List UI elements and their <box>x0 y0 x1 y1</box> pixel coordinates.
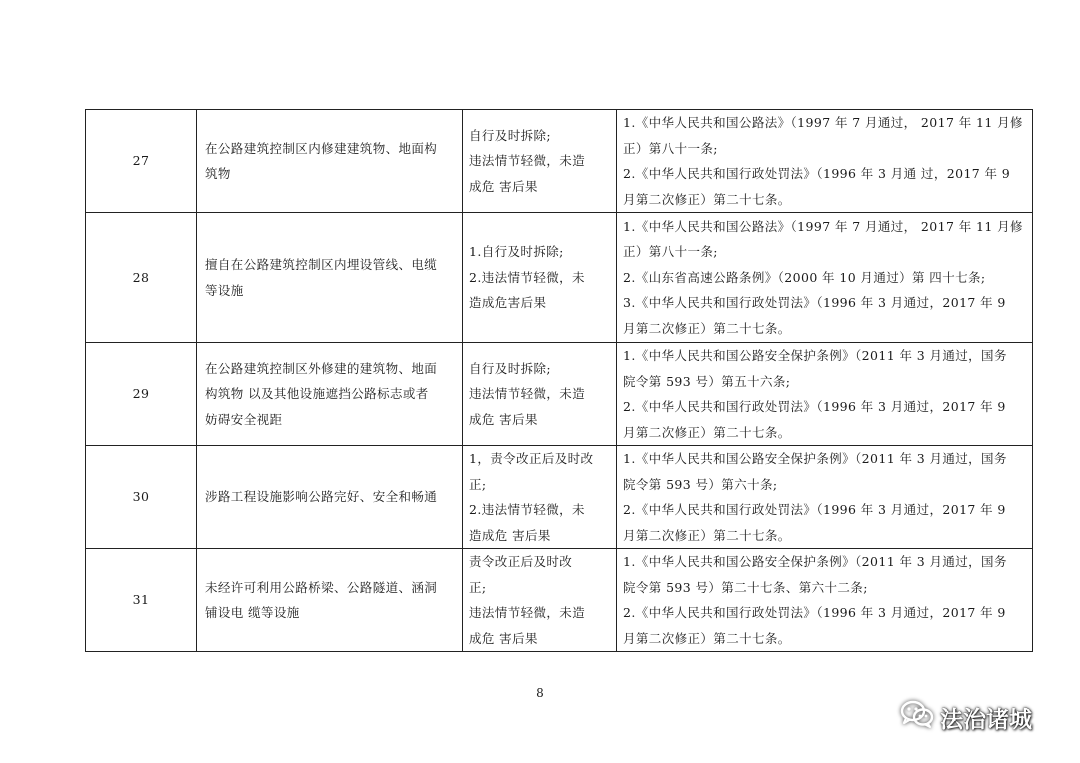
row-number: 31 <box>86 549 197 652</box>
condition-cell: 自行及时拆除; 违法情节轻微，未造 成危 害后果 <box>463 110 617 213</box>
violation-cell: 在公路建筑控制区外修建的建筑物、地面 构筑物 以及其他设施遮挡公路标志或者 妨碍安全视距 <box>197 343 463 446</box>
violation-cell: 擅自在公路建筑控制区内埋设管线、电缆 等设施 <box>197 213 463 343</box>
table-row <box>86 110 1033 213</box>
watermark <box>900 700 1032 734</box>
row-number: 29 <box>86 343 197 446</box>
table-body <box>86 110 1033 652</box>
row-number: 28 <box>86 213 197 343</box>
row-number: 30 <box>86 446 197 549</box>
watermark-text: 法治诸城 <box>940 706 1032 733</box>
condition-cell: 1.自行及时拆除; 2.违法情节轻微，未 造成危害后果 <box>463 213 617 343</box>
regulation-table <box>85 109 1033 652</box>
violation-cell: 未经许可利用公路桥梁、公路隧道、涵洞 铺设电 缆等设施 <box>197 549 463 652</box>
violation-cell: 在公路建筑控制区内修建建筑物、地面构 筑物 <box>197 110 463 213</box>
row-number: 27 <box>86 110 197 213</box>
table-row <box>86 549 1033 652</box>
page-number: 8 <box>536 686 544 700</box>
violation-cell: 涉路工程设施影响公路完好、安全和畅通 <box>197 446 463 549</box>
legal-basis-cell: 1.《中华人民共和国公路法》（1997 年 7 月通过， 2017 年 11 月修 正）第八十一条; 2.《中华人民共和国行政处罚法》（1996 年 3 月通 过，2017 年 9 月第二次修正）第二十七条。 <box>617 110 1033 213</box>
condition-cell: 责令改正后及时改 正; 违法情节轻微，未造 成危 害后果 <box>463 549 617 652</box>
table-row <box>86 446 1033 549</box>
legal-basis-cell: 1.《中华人民共和国公路安全保护条例》（2011 年 3 月通过，国务 院令第 593 号）第六十条; 2.《中华人民共和国行政处罚法》（1996 年 3 月通过，2017 年 9 月第二次修正）第二十七条。 <box>617 446 1033 549</box>
wechat-icon <box>900 700 934 734</box>
condition-cell: 1，责令改正后及时改 正; 2.违法情节轻微，未 造成危 害后果 <box>463 446 617 549</box>
table-row <box>86 213 1033 343</box>
legal-basis-cell: 1.《中华人民共和国公路安全保护条例》（2011 年 3 月通过，国务 院令第 593 号）第五十六条; 2.《中华人民共和国行政处罚法》（1996 年 3 月通过，2017 年 9 月第二次修正）第二十七条。 <box>617 343 1033 446</box>
table-row <box>86 343 1033 446</box>
legal-basis-cell: 1.《中华人民共和国公路法》（1997 年 7 月通过， 2017 年 11 月修 正）第八十一条; 2.《山东省高速公路条例》（2000 年 10 月通过）第 四十七条; 3.《中华人民共和国行政处罚法》（1996 年 3 月通过，2017 年 9 月第二次修正）第二十七条。 <box>617 213 1033 343</box>
condition-cell: 自行及时拆除; 违法情节轻微，未造 成危 害后果 <box>463 343 617 446</box>
legal-basis-cell: 1.《中华人民共和国公路安全保护条例》（2011 年 3 月通过，国务 院令第 593 号）第二十七条、第六十二条; 2.《中华人民共和国行政处罚法》（1996 年 3 月通过，2017 年 9 月第二次修正）第二十七条。 <box>617 549 1033 652</box>
